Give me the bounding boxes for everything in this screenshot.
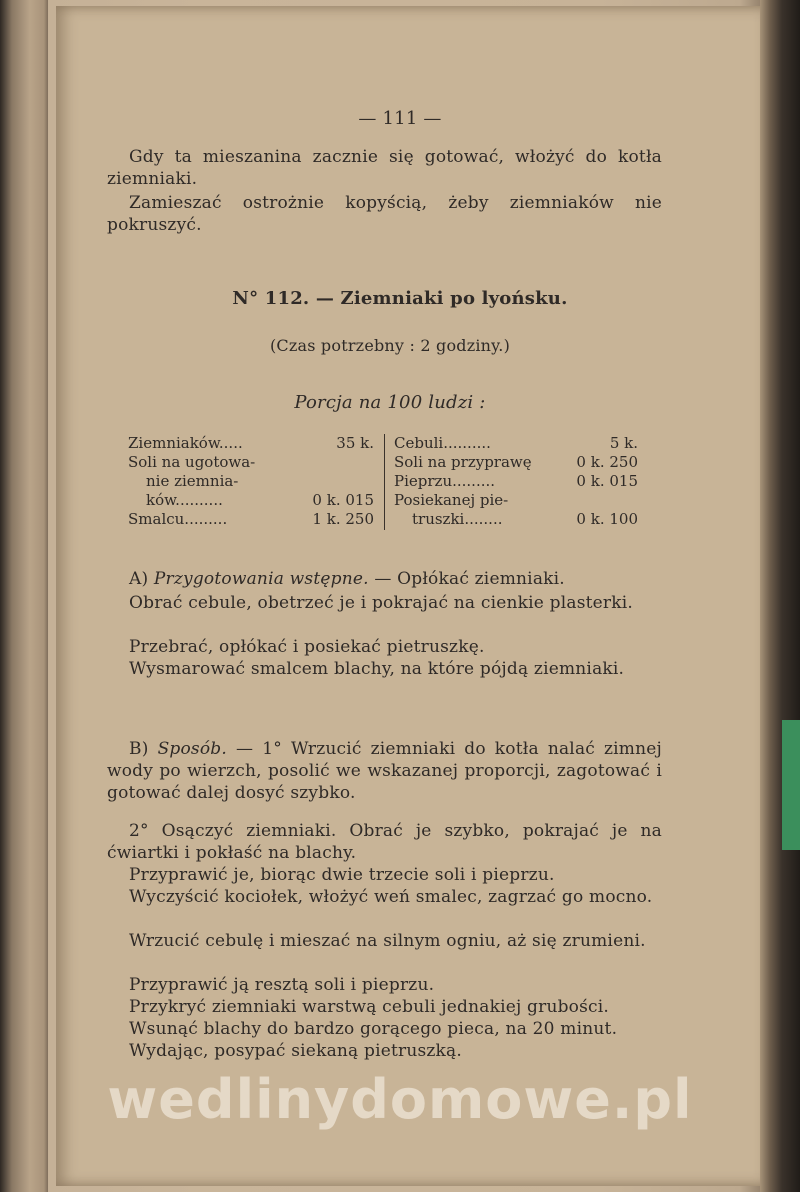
section-a-label: A)	[129, 569, 149, 589]
ingredient-name: Posiekanej pie-	[394, 491, 509, 509]
recipe-title: N° 112. — Ziemniaki po lyońsku.	[232, 288, 568, 309]
ingredient-name: Soli na ugotowa-	[128, 453, 256, 471]
site-watermark: wedlinydomowe.pl	[107, 1068, 693, 1131]
ingredient-row	[394, 491, 638, 510]
ingredient-qty: 35 k.	[336, 434, 374, 452]
section-b-heading: Sposób.	[157, 739, 227, 759]
ingredient-name: Cebuli..........	[394, 434, 491, 452]
ingredient-qty: 0 k. 015	[576, 472, 638, 490]
section-a-paragraph-1	[107, 568, 662, 590]
ingredient-row	[394, 472, 638, 491]
ingredient-row	[394, 434, 638, 453]
ingredient-row	[394, 453, 638, 472]
ingredient-qty: 0 k. 250	[576, 453, 638, 471]
recipe-time-note: (Czas potrzebny : 2 godziny.)	[269, 336, 511, 355]
ingredient-row	[128, 491, 374, 510]
ingredient-name: Pieprzu.........	[394, 472, 496, 490]
section-b-paragraph-6: Przyprawić ją resztą soli i pieprzu.	[129, 975, 435, 995]
section-b-paragraph-4: Wyczyścić kociołek, włożyć weń smalec, zagrzać go mocno.	[129, 887, 653, 907]
section-b-paragraph-1	[107, 738, 662, 804]
ingredient-row	[394, 510, 638, 529]
ingredient-name: Smalcu.........	[128, 510, 228, 528]
section-b-paragraph-9: Wydając, posypać siekaną pietruszką.	[129, 1041, 462, 1061]
section-b-paragraph-8: Wsunąć blachy do bardzo gorącego pieca, na 20 minut.	[129, 1019, 618, 1039]
ingredient-name: truszki........	[412, 510, 503, 528]
ingredient-row	[128, 453, 374, 472]
ingredient-row	[128, 472, 374, 491]
ingredients-left-column	[128, 434, 374, 529]
right-page-edge	[760, 0, 800, 1192]
green-bookmark	[782, 720, 800, 850]
section-b-label: B)	[129, 739, 149, 759]
section-b-text: — 1° Wrzucić ziemniaki do kotła nalać zimnej wody po wierzch, posolić we wskazanej proporcji, zagotować i gotować dalej dosyć szybko.	[107, 739, 663, 803]
section-b-paragraph-3: Przyprawić je, biorąc dwie trzecie soli i pieprzu.	[129, 865, 555, 885]
ingredient-name: nie ziemnia-	[146, 472, 239, 490]
section-a-paragraph-4: Wysmarować smalcem blachy, na które pójdą ziemniaki.	[129, 659, 625, 679]
ingredient-row	[128, 434, 374, 453]
ingredient-qty: 0 k. 100	[576, 510, 638, 528]
section-a-heading: Przygotowania wstępne.	[153, 569, 369, 589]
section-a-paragraph-3: Przebrać, opłókać i posiekać pietruszkę.	[129, 637, 485, 657]
section-a-text: — Opłókać ziemniaki.	[368, 569, 565, 589]
ingredient-name: ków..........	[146, 491, 223, 509]
page-number: — 111 —	[358, 108, 442, 129]
ingredients-right-column	[394, 434, 638, 529]
ingredient-qty: 5 k.	[609, 434, 638, 452]
section-b-paragraph-5: Wrzucić cebulę i mieszać na silnym ogniu, aż się zrumieni.	[129, 931, 646, 951]
left-page-edge	[0, 0, 48, 1192]
ingredient-name: Ziemniaków.....	[128, 434, 243, 452]
section-b-paragraph-7: Przykryć ziemniaki warstwą cebuli jednakiej grubości.	[129, 997, 610, 1017]
section-a-paragraph-2: Obrać cebule, obetrzeć je i pokrajać na cienkie plasterki.	[129, 593, 633, 613]
ingredient-row	[128, 510, 374, 529]
ingredient-name: Soli na przyprawę	[394, 453, 532, 471]
ingredient-qty: 0 k. 015	[312, 491, 374, 509]
section-b-paragraph-2: 2° Osączyć ziemniaki. Obrać je szybko, pokrajać je na ćwiartki i pokłaść na blachy.	[107, 821, 662, 863]
intro-paragraph-1: Gdy ta mieszanina zacznie się gotować, włożyć do kotła ziemniaki.	[107, 147, 662, 189]
ingredients-divider	[384, 434, 385, 530]
ingredient-qty: 1 k. 250	[312, 510, 374, 528]
intro-paragraph-2: Zamieszać ostrożnie kopyścią, żeby ziemniaków nie pokruszyć.	[107, 193, 662, 235]
portion-heading: Porcja na 100 ludzi :	[294, 392, 486, 413]
